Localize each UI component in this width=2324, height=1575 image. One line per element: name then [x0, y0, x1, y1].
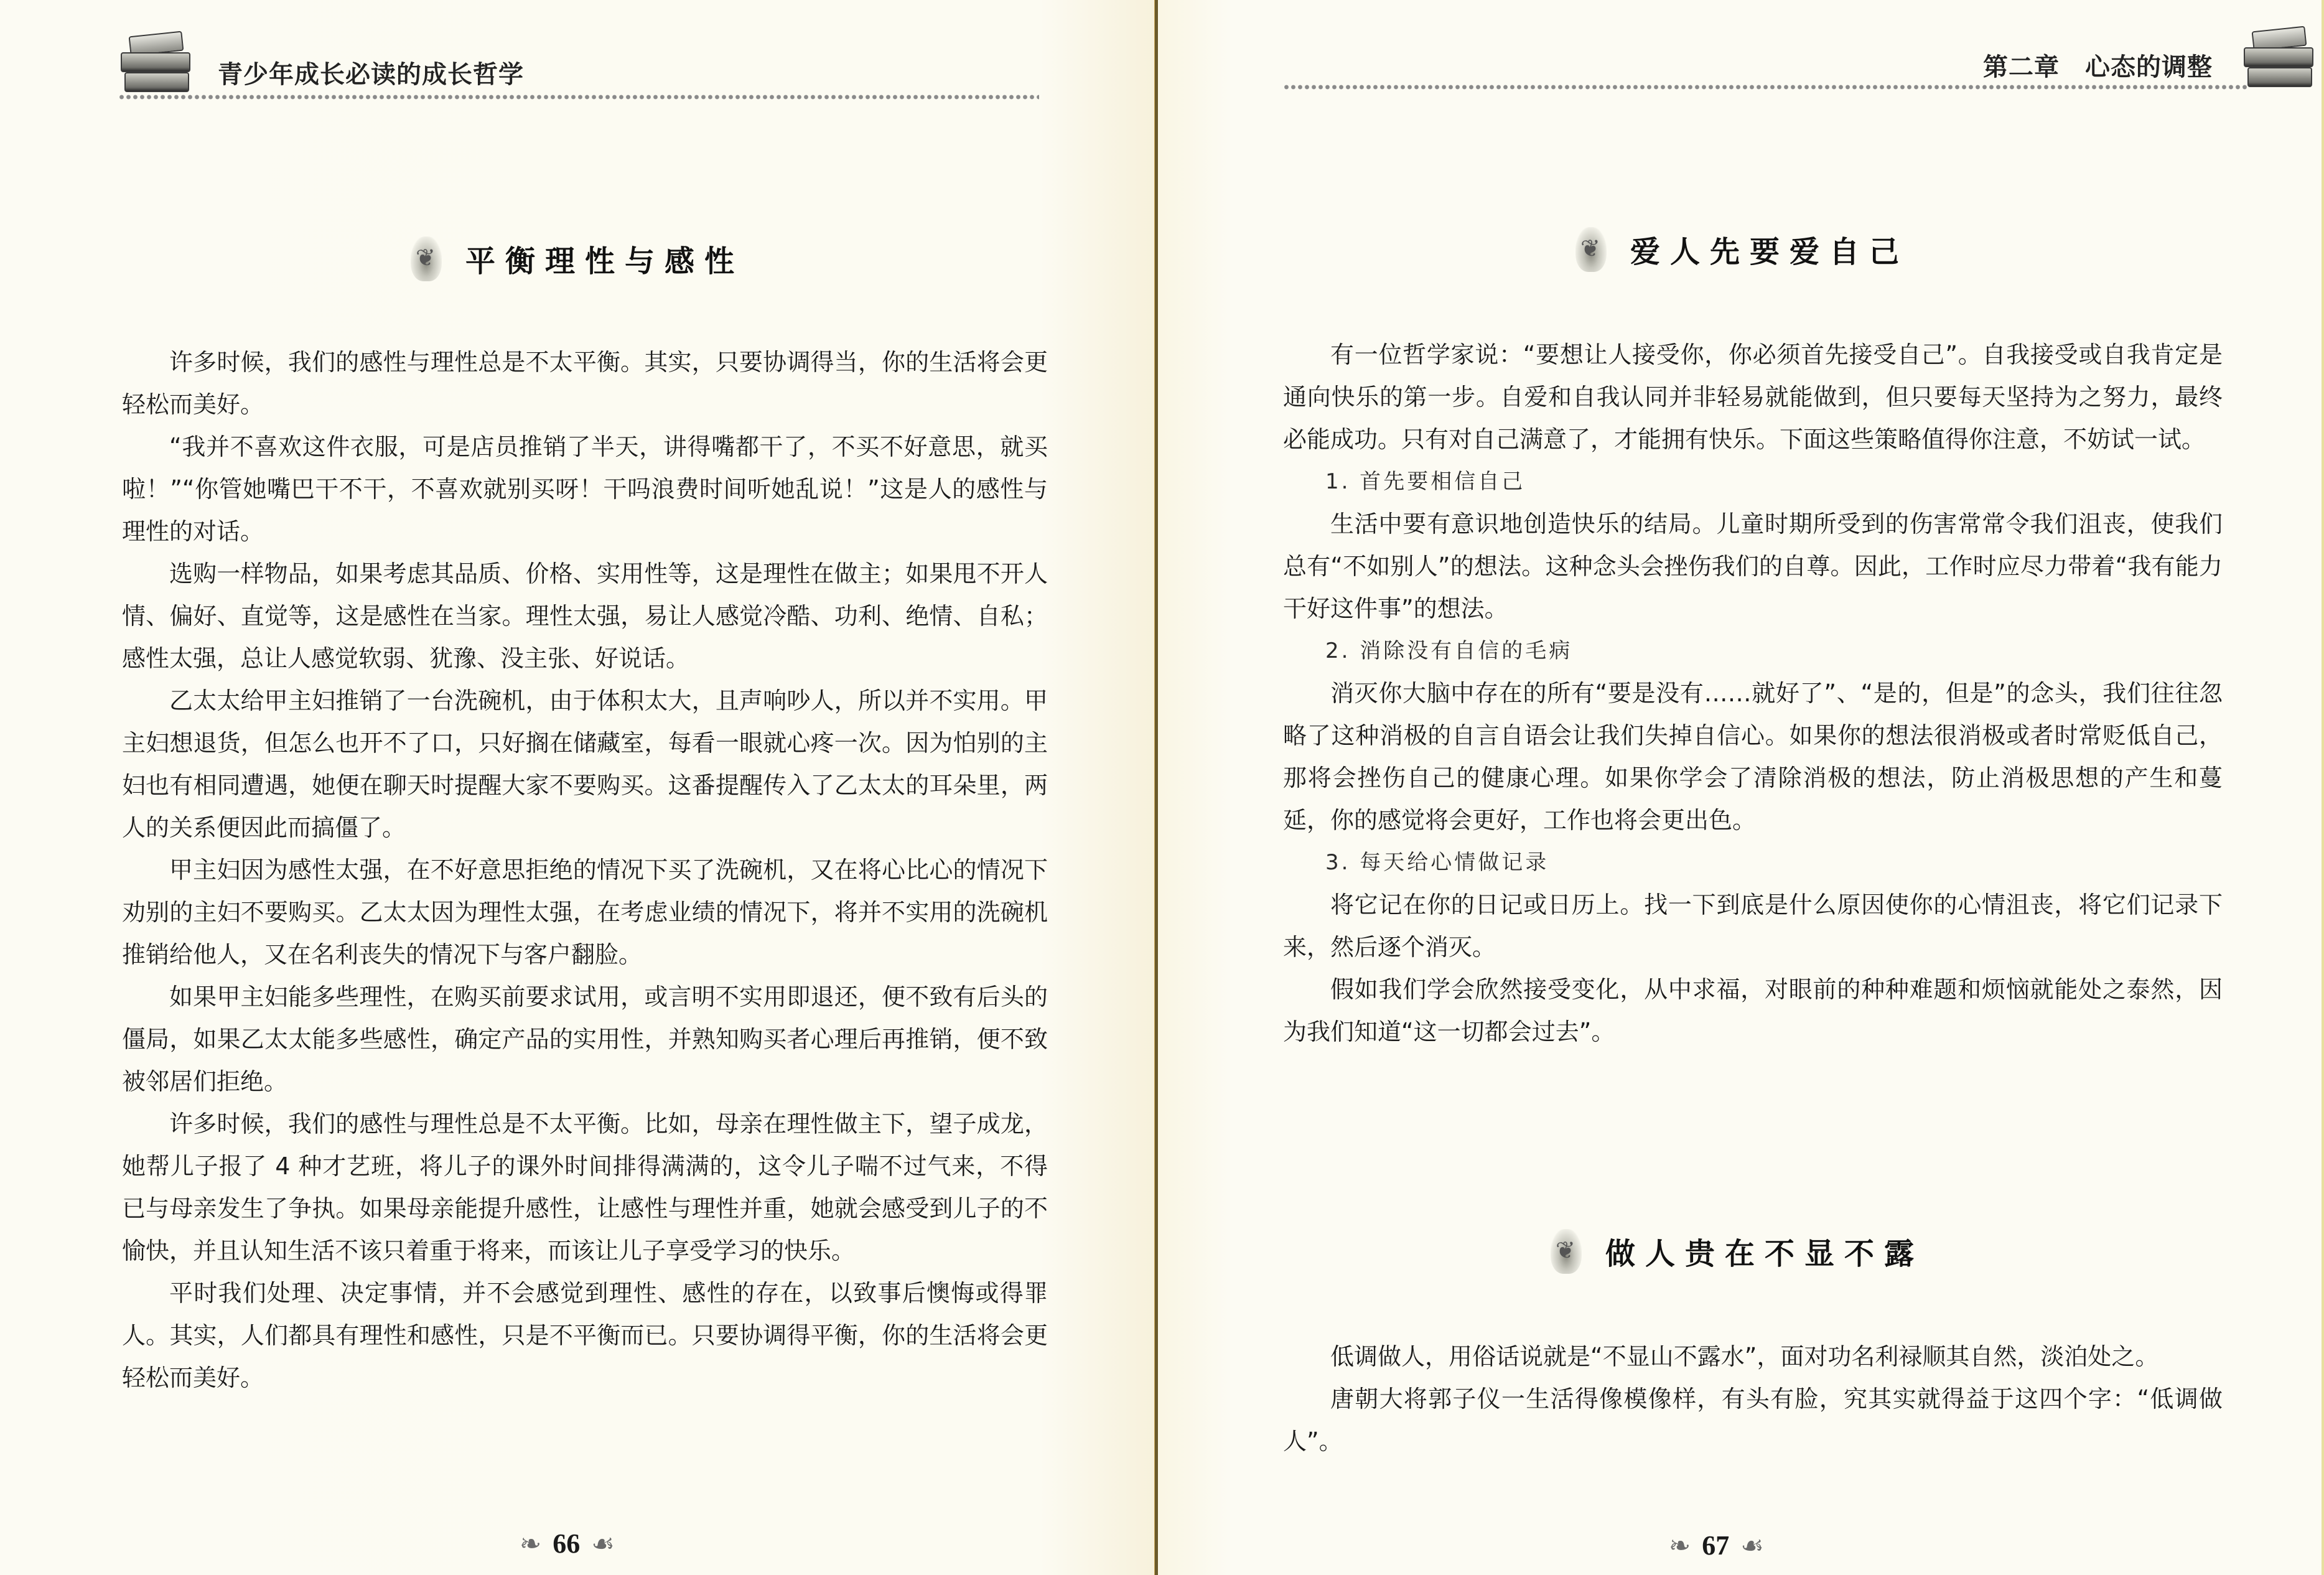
paragraph: 假如我们学会欣然接受变化，从中求福，对眼前的种种难题和烦恼就能处之泰然，因为我们知道“这一切都会过去”。	[1283, 976, 2223, 1045]
section-title: 平衡理性与感性	[465, 243, 745, 279]
section-heading	[404, 230, 744, 286]
vine-ornament-icon: ☙	[591, 1528, 615, 1559]
paragraph: 将它记在你的日记或日历上。找一下到底是什么原因使你的心情沮丧，将它们记录下来，然后逐个消灭。	[1283, 891, 2223, 961]
book-title: 青少年成长必读的成长哲学	[218, 60, 524, 89]
books-stack-icon	[2241, 20, 2316, 88]
left-body-text	[122, 341, 1048, 1399]
paragraph: 消灭你大脑中存在的所有“要是没有……就好了”、“是的，但是”的念头，我们往往忽略了这种消极的自言自语会让我们失掉自信心。如果你的想法很消极或者时常贬低自己，那将会挫伤自己的健康心理。如果你学会了清除消极的想法，防止消极思想的产生和蔓延，你的感觉将会更好，工作也将会更出色。	[1283, 680, 2223, 834]
paragraph: “我并不喜欢这件衣服，可是店员推销了半天，讲得嘴都干了，不买不好意思，就买啦！”“你管她嘴巴干不干，不喜欢就别买呀！干吗浪费时间听她乱说！”这是人的感性与理性的对话。	[122, 433, 1048, 545]
section-title: 做人贵在不显不露	[1605, 1236, 1925, 1271]
vine-ornament-icon: ☙	[1740, 1530, 1764, 1561]
paragraph: 有一位哲学家说：“要想让人接受你，你必须首先接受自己”。自我接受或自我肯定是通向快乐的第一步。自爱和自我认同并非轻易就能做到，但只要每天坚持为之努力，最终必能成功。只有对自己满意了，才能拥有快乐。下面这些策略值得你注意，不妨试一试。	[1283, 341, 2223, 453]
subheading: 1. 首先要相信自己	[1325, 469, 1526, 494]
dotted-rule	[118, 95, 1039, 100]
running-header-right	[1283, 25, 2216, 106]
paragraph: 低调做人，用俗话说就是“不显山不露水”，面对功名利禄顺其自然，淡泊处之。	[1330, 1343, 2159, 1370]
paragraph: 许多时候，我们的感性与理性总是不太平衡。比如，母亲在理性做主下，望子成龙，她帮儿子报了 4 种才艺班，将儿子的课外时间排得满满的，这令儿子喘不过气来，不得已与母亲发生了争执。如果母亲能提升感性，让感性与理性并重，她就会感受到儿子的不愉快，并且认知生活不该只着重于将来，而该让儿子享受学习的快乐。	[122, 1110, 1048, 1264]
section-heading	[1544, 1223, 1924, 1279]
dotted-rule	[1283, 85, 2247, 90]
paragraph: 如果甲主妇能多些理性，在购买前要求试用，或言明不实用即退还，便不致有后头的僵局，如果乙太太能多些感性，确定产品的实用性，并熟知购买者心理后再推销，便不致被邻居们拒绝。	[122, 983, 1048, 1095]
flower-vignette-icon	[1544, 1223, 1588, 1279]
running-header-left	[118, 25, 1039, 106]
subheading: 2. 消除没有自信的毛病	[1325, 638, 1573, 663]
paragraph: 选购一样物品，如果考虑其品质、价格、实用性等，这是理性在做主；如果甩不开人情、偏好、直觉等，这是感性在当家。理性太强，易让人感觉冷酷、功利、绝情、自私；感性太强，总让人感觉软弱、犹豫、没主张、好说话。	[122, 560, 1048, 672]
paragraph: 生活中要有意识地创造快乐的结局。儿童时期所受到的伤害常常令我们沮丧，使我们总有“不如别人”的想法。这种念头会挫伤我们的自尊。因此，工作时应尽力带着“我有能力干好这件事”的想法。	[1283, 510, 2223, 622]
paragraph: 平时我们处理、决定事情，并不会感觉到理性、感性的存在，以致事后懊悔或得罪人。其实，人们都具有理性和感性，只是不平衡而已。只要协调得平衡，你的生活将会更轻松而美好。	[122, 1279, 1048, 1391]
flower-vignette-icon	[404, 230, 448, 286]
chapter-title: 第二章 心态的调整	[1983, 53, 2213, 82]
page-number-right	[1669, 1530, 1764, 1561]
right-body-text-1	[1283, 334, 2223, 1053]
page-number-left	[520, 1528, 615, 1559]
paragraph: 唐朝大将郭子仪一生活得像模像样，有头有脸，究其实就得益于这四个字：“低调做人”。	[1283, 1385, 2223, 1455]
paragraph: 甲主妇因为感性太强，在不好意思拒绝的情况下买了洗碗机，又在将心比心的情况下劝别的主妇不要购买。乙太太因为理性太强，在考虑业绩的情况下，将并不实用的洗碗机推销给他人，又在名利丧失的情况下与客户翻脸。	[122, 856, 1048, 968]
paragraph: 乙太太给甲主妇推销了一台洗碗机，由于体积太大，且声响吵人，所以并不实用。甲主妇想退货，但怎么也开不了口，只好搁在储藏室，每看一眼就心疼一次。因为怕别的主妇也有相同遭遇，她便在聊天时提醒大家不要购买。这番提醒传入了乙太太的耳朵里，两人的关系便因此而搞僵了。	[122, 687, 1048, 841]
page-number: 67	[1702, 1530, 1730, 1561]
vine-ornament-icon: ❧	[520, 1528, 542, 1559]
right-body-text-2	[1283, 1335, 2223, 1462]
book-gutter	[1154, 0, 1158, 1575]
right-page	[1159, 0, 2324, 1575]
books-stack-icon	[118, 25, 193, 93]
subheading: 3. 每天给心情做记录	[1325, 850, 1549, 875]
section-heading	[1569, 221, 1909, 277]
section-title: 爱人先要爱自己	[1630, 234, 1910, 269]
vine-ornament-icon: ❧	[1669, 1530, 1691, 1561]
left-page	[0, 0, 1154, 1575]
paragraph: 许多时候，我们的感性与理性总是不太平衡。其实，只要协调得当，你的生活将会更轻松而美好。	[122, 348, 1048, 418]
page-edge	[2322, 0, 2324, 1575]
page-number: 66	[553, 1528, 581, 1559]
flower-vignette-icon	[1569, 221, 1613, 277]
